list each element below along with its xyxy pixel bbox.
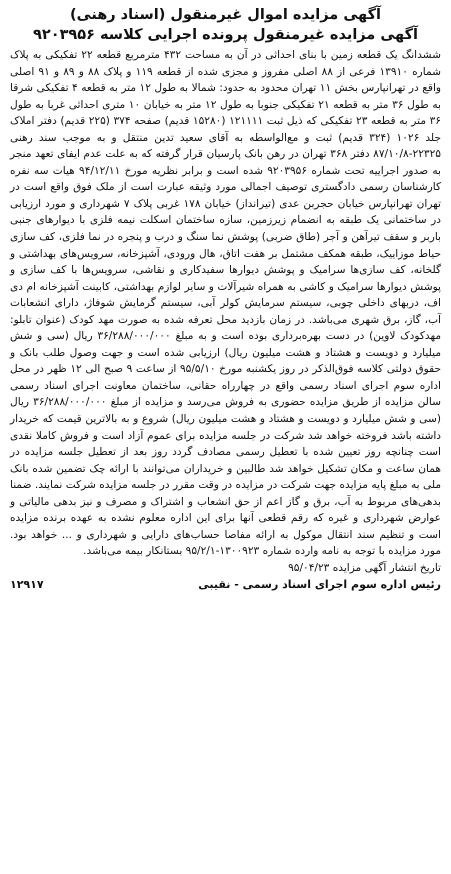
notice-subtitle: آگهی مزایده غیرمنقول پرونده اجرایی کلاسه ۹۲۰۳۹۵۶ xyxy=(33,27,418,43)
ad-code: ۱۲۹۱۷ xyxy=(10,577,44,591)
notice-footer xyxy=(10,578,441,591)
publish-date: تاریخ انتشار آگهی مزایده ۹۵/۰۴/۲۳ xyxy=(288,561,441,574)
notice-title: آگهی مزایده اموال غیرمنقول (اسناد رهنی) xyxy=(70,7,381,23)
signature: رئیس اداره سوم اجرای اسناد رسمی - نقیبی xyxy=(198,577,441,591)
notice-body: ششدانگ یک قطعه زمین با بنای احداثی در آن به مساحت ۴۳۲ مترمربع قطعه ۲۲ تفکیکی به پلاک شماره ۱۳۹۱۰ فرعی از ۸۸ اصلی مفروز و مجزی شده از قطعه ۱۱۹ و پلاک ۸۸ و ۸۹ و ۹۱ اصلی واقع در تهرانپارس بخش ۱۱ تهران محدود به حدود: شمالا به طول ۱۲ متر به قطعه ۴ تفکیکی شرقا به طول ۳۶ متر به قطعه ۲۱ تفکیکی جنوبا به طول ۱۲ متر به خیابان ۱۰ متری احداثی غربا به طول ۳۶ متر به قطعه ۲۳ تفکیکی که ذیل ثبت ۱۲۱۱۱۱ (۱۵۲۸۰ قدیم) صفحه ۳۷۴ (۲۲۵ قدیم) دفتر املاک جلد ۱۰۲۶ (۳۲۴ قدیم) ثبت و مع‌الواسطه به آقای سعید تدین منتقل و به موجب سند رهنی ۲۲۳۲۵-۸۷/۱۰/۸ دفتر ۳۶۸ تهران در رهن بانک پارسیان قرار گرفته که به علت عدم ایفای تعهد منجر به صدور اجراییه تحت شماره ۹۲۰۳۹۵۶ شده است و برابر نظریه مورخ ۹۴/۱۲/۱۱ هیات سه نفره کارشناسان رسمی دادگستری توصیف اجمالی مورد وثیقه عبارت است از ملک فوق واقع است در تهران تهرانپارس خیابان حجربن عدی (تیرانداز) خیابان ۱۷۸ غربی پلاک ۷ شهرداری و مورد ارزیابی در ساختمانی یک طبقه به انضمام زیرزمین، سازه ساختمان اسکلت نیمه فلزی با دیوارهای جنبی باربر و سقف تیرآهن و آجر (طاق ضربی) پوشش نما سنگ و درب و پنجره در نما فلزی، کف سازی حیاط موزاییک، طبقه همکف مشتمل بر هفت اتاق، هال ورودی، آشپزخانه، سرویس‌های بهداشتی و گلخانه، کف سازی‌ها سرامیک و پوشش دیوارها سفیدکاری و نقاشی، سرویس‌ها با کف سازی و پوشش دیوارها سرامیک و کاشی به همراه شیرآلات و سایر لوازم بهداشتی، کابینت آشپزخانه ام دی اف، دربهای داخلی چوبی، سیستم سرمایش کولر آبی، سیستم گرمایش شوفاژ، دارای انشعابات آب، گاز، برق شهری می‌باشد. در زمان بازدید محل تعرفه شده به صورت مهد کودک (عنوان تابلو: مهدکودک لاوین) در دست بهره‌برداری بوده است و به مبلغ ۳۶/۲۸۸/۰۰۰/۰۰۰ ریال (سی و شش میلیارد و دویست و هشتاد و هشت میلیون ریال) ارزیابی شده است و جهت وصول طلب بانک و حقوق دولتی کلاسه فوق‌الذکر در روز یکشنبه مورخ ۹۵/۵/۱۰ از ساعت ۹ صبح الی ۱۲ ظهر در محل اداره سوم اجرای اسناد رسمی واقع در چهارراه حقانی، ساختمان معاونت اجرای اسناد رسمی سالن مزایده از طریق مزایده حضوری به فروش می‌رسد و مزایده از مبلغ ۳۶/۲۸۸/۰۰۰/۰۰۰ ریال (سی و شش میلیارد و دویست و هشتاد و هشت میلیون ریال) شروع و به بالاترین قیمت که خریدار داشته باشد فروخته خواهد شد شرکت در جلسه مزایده برای عموم آزاد است و فروش کاملا نقدی است چنانچه روز تعیین شده با تعطیل رسمی مصادف گردد روز بعد از تعطیل جلسه مزایده در همان ساعت و مکان تشکیل خواهد شد طالبین و خریداران می‌توانند با ارائه چک تضمین شده بانک ملی به مبلغ پایه مزایده جهت شرکت در مزایده در وقت مقرر در جلسه مزایده شرکت نمایند. ضمنا بدهی‌های مربوط به آب، برق و گاز اعم از حق انشعاب و اشتراک و مصرف و نیز بدهی مالیاتی و عوارض شهرداری و غیره که رقم قطعی آنها برای این اداره معلوم نشده به عهده برنده مزایده است و تنظیم سند انتقال موکول به ارائه مفاصا حساب‌های دارایی و شهرداری و ... خواهد بود. مورد مزایده با توجه به نامه وارده شماره ۱۳۰۰۹۲۳-۹۵/۲/۱ بستانکار بیمه می‌باشد. xyxy=(10,49,442,558)
